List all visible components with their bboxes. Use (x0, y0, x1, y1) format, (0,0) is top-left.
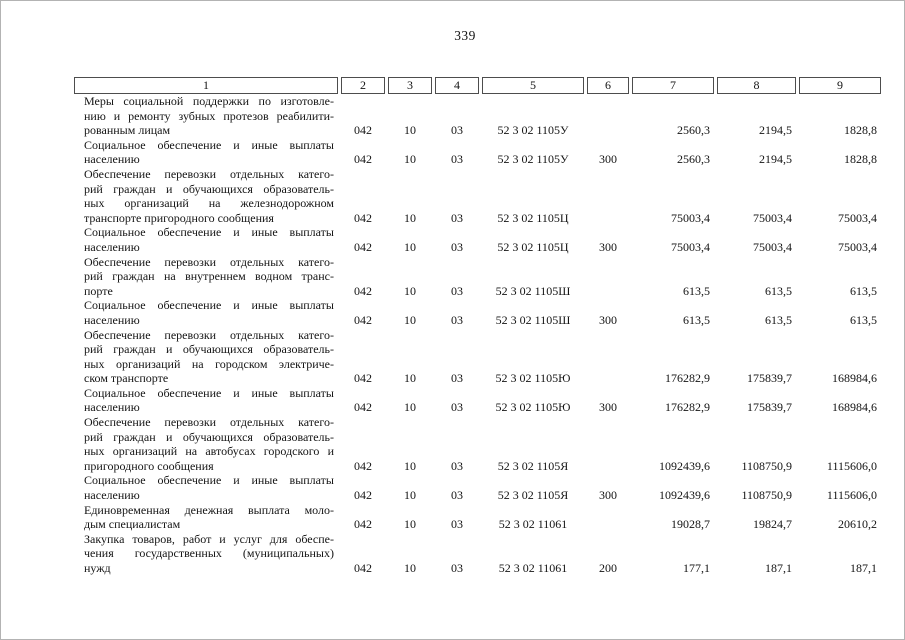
row-cell-c3: 10 (404, 239, 416, 254)
row-cell-c9: 168984,6 (832, 400, 877, 415)
row-cell-c6 (587, 503, 629, 532)
row-name-cell (74, 94, 338, 138)
table-row (74, 532, 881, 576)
table-row (74, 503, 881, 532)
row-name-line: Обеспечение перевозки отдельных катего- (84, 415, 334, 430)
row-cell-c7: 176282,9 (665, 371, 710, 386)
row-name-line: чения государственных (муниципальных) (84, 546, 334, 561)
row-cell-c8: 175839,7 (747, 371, 792, 386)
row-cell-c6 (587, 167, 629, 225)
row-name-cell (74, 225, 338, 254)
row-name-cell (74, 298, 338, 327)
row-name-line: дым специалистам (84, 517, 181, 532)
row-cell-c7: 75003,4 (671, 210, 710, 225)
row-cell-c9: 1828,8 (844, 152, 877, 167)
row-cell-c7: 19028,7 (671, 517, 710, 532)
row-name-line: населению (84, 400, 140, 415)
row-cell-c5: 52 3 02 1105Я (497, 488, 569, 503)
row-name-line: Единовременная денежная выплата моло- (84, 502, 334, 517)
row-cell-c9: 613,5 (850, 312, 877, 327)
table-row (74, 225, 881, 254)
row-cell-c9: 20610,2 (838, 517, 877, 532)
row-cell-c7: 1092439,6 (659, 488, 710, 503)
row-name-line: транспорте пригородного сообщения (84, 210, 274, 225)
row-cell-c4: 03 (451, 400, 463, 415)
row-cell-c8: 19824,7 (753, 517, 792, 532)
row-cell-c3: 10 (404, 458, 416, 473)
row-name-line: нужд (84, 561, 111, 575)
row-cell-c8: 75003,4 (753, 210, 792, 225)
row-cell-c6: 300 (599, 152, 617, 167)
row-cell-c6 (587, 328, 629, 386)
row-cell-c9: 613,5 (850, 283, 877, 298)
header-cell-8: 8 (717, 77, 796, 94)
row-name-cell (74, 473, 338, 502)
row-name-line: рованным лицам (84, 123, 171, 138)
header-cell-6: 6 (587, 77, 629, 94)
table-row (74, 94, 881, 138)
row-cell-c5: 52 3 02 1105Ю (495, 371, 571, 386)
row-cell-c4: 03 (451, 458, 463, 473)
row-cell-c7: 75003,4 (671, 239, 710, 254)
row-name-line: Обеспечение перевозки отдельных катего- (84, 254, 334, 269)
row-name-line: населению (84, 488, 140, 503)
row-cell-c8: 2194,5 (759, 123, 792, 138)
row-cell-c4: 03 (451, 517, 463, 532)
row-cell-c5: 52 3 02 1105Ц (497, 239, 569, 254)
page-number: 339 (454, 28, 476, 43)
table-row (74, 255, 881, 299)
row-cell-c9: 1828,8 (844, 123, 877, 138)
header-cell-1: 1 (74, 77, 338, 94)
row-name-line: Обеспечение перевозки отдельных катего- (84, 327, 334, 342)
row-cell-c5: 52 3 02 1105Ю (495, 400, 571, 415)
row-cell-c5: 52 3 02 1105У (497, 152, 569, 167)
row-cell-c3: 10 (404, 283, 416, 298)
row-cell-c3: 10 (404, 517, 416, 532)
row-cell-c8: 175839,7 (747, 400, 792, 415)
table-row (74, 328, 881, 386)
row-name-cell (74, 532, 338, 576)
row-cell-c7: 2560,3 (677, 123, 710, 138)
row-cell-c9: 1115606,0 (826, 488, 877, 503)
row-name-line: нию и ремонту зубных протезов реабилити- (84, 108, 334, 123)
row-name-line: Меры социальной поддержки по изготовле- (84, 94, 334, 108)
row-cell-c8: 75003,4 (753, 239, 792, 254)
row-name-cell (74, 415, 338, 473)
row-cell-c4: 03 (451, 239, 463, 254)
row-cell-c7: 613,5 (683, 283, 710, 298)
row-name-line: рий граждан и обучающихся образователь- (84, 342, 334, 357)
row-cell-c2: 042 (354, 283, 372, 298)
table-row (74, 473, 881, 502)
header-cell-9: 9 (799, 77, 881, 94)
row-name-line: ных организаций на городском электриче- (84, 356, 334, 371)
row-cell-c5: 52 3 02 11061 (498, 561, 568, 575)
row-name-cell (74, 386, 338, 415)
table-row (74, 415, 881, 473)
row-cell-c7: 1092439,6 (659, 458, 710, 473)
row-name-cell (74, 167, 338, 225)
row-cell-c6: 300 (599, 400, 617, 415)
row-name-cell (74, 138, 338, 167)
row-cell-c2: 042 (354, 517, 372, 532)
header-cell-3: 3 (388, 77, 432, 94)
table-body (74, 94, 881, 576)
row-cell-c2: 042 (354, 210, 372, 225)
row-cell-c7: 2560,3 (677, 152, 710, 167)
row-name-line: Закупка товаров, работ и услуг для обеспе- (84, 531, 334, 546)
row-name-line: Социальное обеспечение и иные выплаты (84, 298, 334, 313)
row-name-line: рий граждан и обучающихся образователь- (84, 181, 334, 196)
row-name-line: населению (84, 239, 140, 254)
row-cell-c2: 042 (354, 312, 372, 327)
row-cell-c2: 042 (354, 239, 372, 254)
row-cell-c5: 52 3 02 1105Ш (495, 283, 571, 298)
row-cell-c3: 10 (404, 123, 416, 138)
row-name-line: пригородного сообщения (84, 458, 214, 473)
row-cell-c8: 1108750,9 (741, 458, 792, 473)
row-name-line: рий граждан и обучающихся образователь- (84, 429, 334, 444)
row-cell-c2: 042 (354, 123, 372, 138)
row-cell-c6: 300 (599, 239, 617, 254)
row-cell-c5: 52 3 02 1105Я (497, 458, 569, 473)
row-cell-c3: 10 (404, 312, 416, 327)
row-cell-c6 (587, 255, 629, 299)
row-cell-c9: 168984,6 (832, 371, 877, 386)
row-name-cell (74, 328, 338, 386)
table-header-row (74, 77, 881, 94)
row-name-line: ском транспорте (84, 371, 169, 386)
row-cell-c2: 042 (354, 458, 372, 473)
row-cell-c4: 03 (451, 210, 463, 225)
table-row (74, 298, 881, 327)
header-cell-5: 5 (482, 77, 584, 94)
row-cell-c8: 1108750,9 (741, 488, 792, 503)
table-row (74, 138, 881, 167)
row-cell-c8: 613,5 (765, 312, 792, 327)
row-cell-c4: 03 (451, 371, 463, 386)
row-cell-c4: 03 (451, 152, 463, 167)
row-name-line: населению (84, 312, 140, 327)
row-cell-c4: 03 (451, 283, 463, 298)
row-cell-c2: 042 (354, 400, 372, 415)
row-cell-c5: 52 3 02 1105Ш (495, 312, 571, 327)
header-cell-2: 2 (341, 77, 385, 94)
row-cell-c4: 03 (451, 123, 463, 138)
row-name-line: Обеспечение перевозки отдельных катего- (84, 166, 334, 181)
row-cell-c5: 52 3 02 1105Ц (497, 210, 569, 225)
row-cell-c7: 177,1 (683, 561, 710, 575)
row-cell-c2: 042 (354, 152, 372, 167)
row-cell-c5: 52 3 02 1105У (497, 123, 569, 138)
row-cell-c2: 042 (354, 488, 372, 503)
row-name-line: порте (84, 283, 113, 298)
row-name-line: рий граждан на внутреннем водном транс- (84, 269, 334, 284)
row-cell-c2: 042 (354, 371, 372, 386)
row-name-line: Социальное обеспечение и иные выплаты (84, 473, 334, 488)
row-cell-c3: 10 (404, 152, 416, 167)
header-cell-7: 7 (632, 77, 714, 94)
row-cell-c6: 300 (599, 488, 617, 503)
row-cell-c9: 1115606,0 (826, 458, 877, 473)
row-cell-c8: 2194,5 (759, 152, 792, 167)
row-cell-c4: 03 (451, 488, 463, 503)
table-row (74, 167, 881, 225)
row-name-line: Социальное обеспечение и иные выплаты (84, 137, 334, 152)
row-cell-c4: 03 (451, 312, 463, 327)
budget-table (71, 77, 884, 576)
row-name-cell (74, 503, 338, 532)
row-name-line: ных организаций на автобусах городского и (84, 444, 334, 459)
row-cell-c6 (587, 415, 629, 473)
row-cell-c3: 10 (404, 488, 416, 503)
table-row (74, 386, 881, 415)
header-cell-4: 4 (435, 77, 479, 94)
row-cell-c7: 176282,9 (665, 400, 710, 415)
row-cell-c8: 613,5 (765, 283, 792, 298)
row-name-line: населению (84, 152, 140, 167)
row-cell-c3: 10 (404, 561, 416, 575)
row-cell-c9: 75003,4 (838, 210, 877, 225)
row-cell-c7: 613,5 (683, 312, 710, 327)
row-cell-c3: 10 (404, 210, 416, 225)
row-cell-c9: 75003,4 (838, 239, 877, 254)
row-cell-c3: 10 (404, 371, 416, 386)
row-cell-c6: 200 (599, 561, 617, 575)
row-cell-c6 (587, 94, 629, 138)
row-cell-c9: 187,1 (850, 561, 877, 575)
row-name-line: Социальное обеспечение и иные выплаты (84, 225, 334, 240)
row-cell-c4: 03 (451, 561, 463, 575)
row-cell-c8: 187,1 (765, 561, 792, 575)
row-name-line: ных организаций на железнодорожном (84, 196, 334, 211)
row-cell-c3: 10 (404, 400, 416, 415)
row-name-line: Социальное обеспечение и иные выплаты (84, 385, 334, 400)
row-cell-c5: 52 3 02 11061 (498, 517, 568, 532)
row-name-cell (74, 255, 338, 299)
row-cell-c2: 042 (354, 561, 372, 575)
row-cell-c6: 300 (599, 312, 617, 327)
